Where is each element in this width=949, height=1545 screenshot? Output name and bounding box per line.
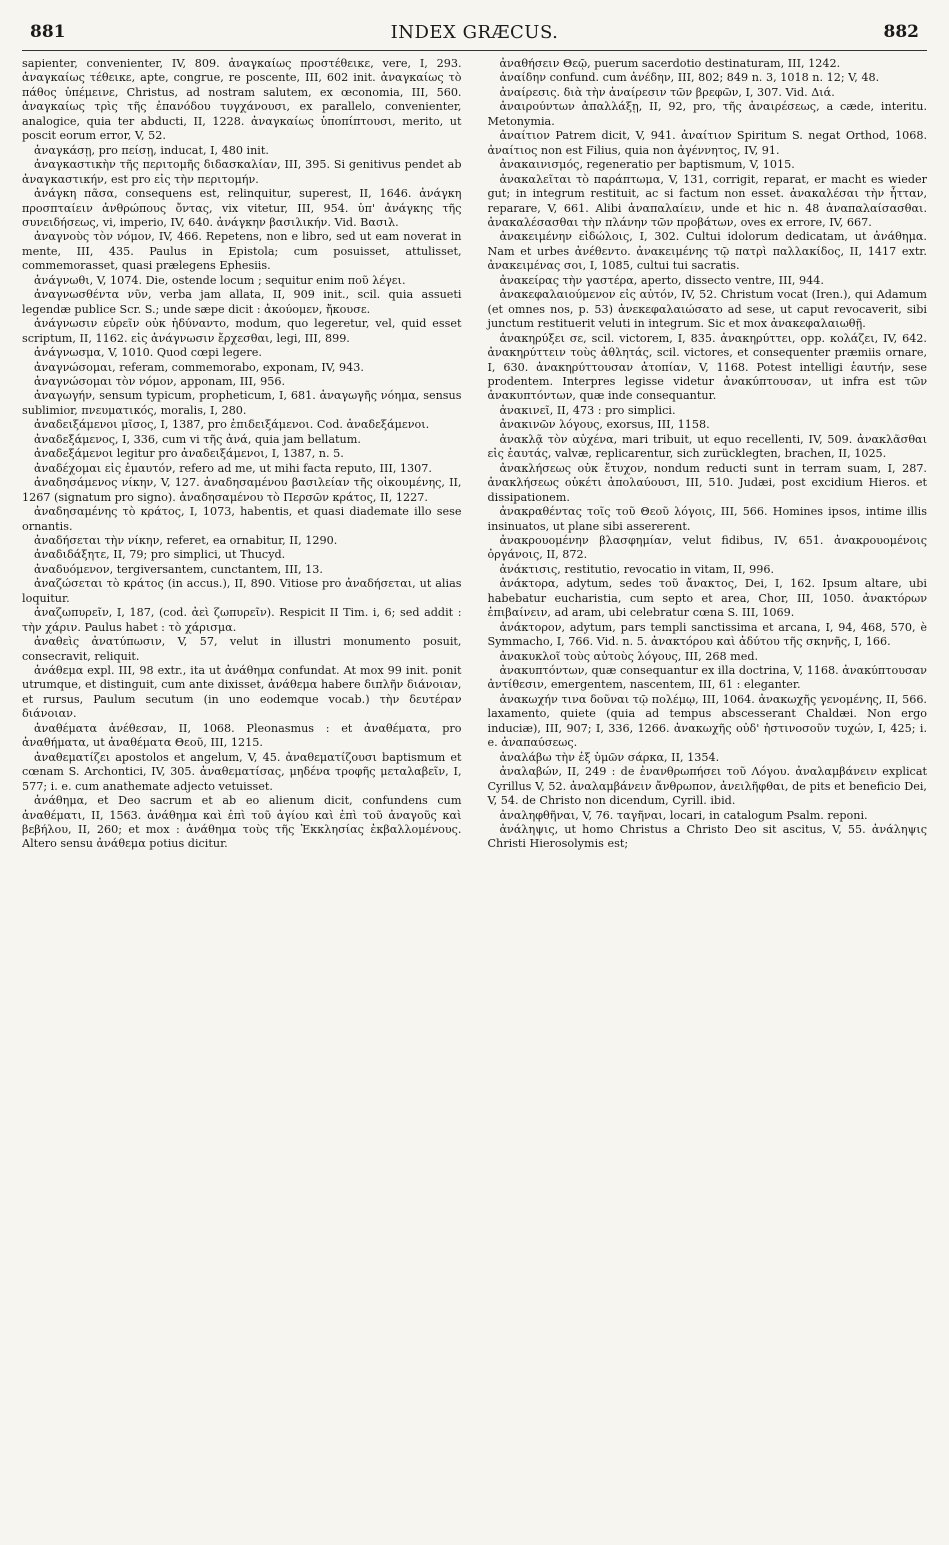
page-number-right: 882 (883, 22, 919, 42)
page-number-left: 881 (30, 22, 66, 42)
index-entry: ἀναζώσεται τὸ κράτος (in accus.), II, 890. Vitiose pro ἀναδήσεται, ut alias loquitur. (22, 577, 462, 605)
index-entry: ἀναίδην confund. cum ἀνέδην, III, 802; 849 n. 3, 1018 n. 12; V, 48. (499, 71, 880, 85)
index-entry: ἀναίρεσις. διὰ τὴν ἀναίρεσιν τῶν βρεφῶν, I, 307. Vid. Διά. (499, 85, 835, 99)
index-entry: ἀνακαινισμός, regeneratio per baptismum, V, 1015. (499, 158, 795, 172)
index-entry: ἀνακρουομένην βλασφημίαν, velut fidibus, IV, 651. ἀνακρουομένοις ὀργάνοις, II, 872. (487, 533, 927, 562)
index-entry: ἀνακειμένην εἰδώλοις, I, 302. Cultui idolorum dedicatam, ut ἀνάθημα. Nam et urbes ἀνέθεντο. ἀνακειμένης τῷ πατρὶ παλλακίδος, II, 1417 extr. ἀνακειμένας σοι, I, 1085, cultui tui sacratis. (487, 230, 927, 273)
index-entry: ἀνακραθέντας τοῖς τοῦ Θεοῦ λόγοις, III, 566. Homines ipsos, intime illis insinuatos, ut plane sibi assererent. (487, 505, 927, 533)
index-entry: ἀναγνώσομαι τὸν νόμον, apponam, III, 956. (34, 374, 286, 388)
index-entry: ἀναδυόμενον, tergiversantem, cunctantem, III, 13. (34, 562, 323, 576)
two-column-body (22, 51, 927, 852)
index-entry: ἀναθεματίζει apostolos et angelum, V, 45. ἀναθεματίζουσι baptismum et cœnam S. Archontici, IV, 305. ἀναθεματίσας, μηδένα τροφῆς μεταλαβεῖν, I, 577; i. e. cum anathemate adjecto vetuisset. (22, 750, 462, 793)
index-entry: ἀναδησαμένης τὸ κράτος, I, 1073, habentis, et quasi diademate illo sese ornantis. (22, 505, 462, 533)
index-entry: ἀνάγνωσιν εὑρεῖν οὐκ ἠδύναντο, modum, quo legeretur, vel, quid esset scriptum, II, 1162. εἰς ἀνάγνωσιν ἔρχεσθαι, legi, III, 899. (22, 317, 462, 345)
running-head (22, 14, 927, 44)
index-entry: ἀναδιδάξητε, II, 79; pro simplici, ut Thucyd. (34, 548, 286, 562)
index-entry: sapienter, convenienter, IV, 809. ἀναγκαίως προστέθεικε, vere, I, 293. ἀναγκαίως τέθεικε, apte, congrue, re poscente, III, 602 init. ἀναγκαίως τὸ πάθος ὑπέμεινε, Christus, ad nostram salutem, ex œconomia, III, 560. ἀναγκαίως τρὶς τῆς ἐπανόδου τυγχάνουσι, ex parallelo, convenienter, analogice, quia ter abducti, II, 1228. ἀναγκαίως ὑποπίπτουσι, merito, ut poscit eorum error, V, 52. (22, 57, 462, 143)
index-entry: ἀναθεὶς ἀνατύπωσιν, V, 57, velut in illustri monumento posuit, consecravit, reliquit. (22, 635, 462, 663)
index-entry: ἀνάκτορον, adytum, pars templi sanctissima et arcana, I, 94, 468, 570, è Symmacho, I, 766. Vid. n. 5. ἀνακτόρου καὶ ἀδύτου τῆς σκηνῆς, I, 166. (487, 620, 927, 649)
index-entry: ἀναδεξάμενος, I, 336, cum vi τῆς ἀνά, quia jam bellatum. (34, 432, 361, 446)
index-entry: ἀναθέματα ἀνέθεσαν, II, 1068. Pleonasmus : et ἀναθέματα, pro ἀναθήματα, ut ἀναθέματα Θεοῦ, III, 1215. (22, 721, 462, 750)
index-entry: ἀνακυκλοῖ τοὺς αὐτοὺς λόγους, III, 268 med. (499, 649, 759, 663)
index-entry: ἀνακλήσεως οὐκ ἔτυχον, nondum reducti sunt in terram suam, I, 287. ἀνακλήσεως οὐκέτι ἀπολαύουσι, III, 510. Judæi, post excidium Hieros. et dissipationem. (487, 461, 927, 504)
index-entry: ἀνακεφαλαιούμενον εἰς αὐτόν, IV, 52. Christum vocat (Iren.), qui Adamum (et omnes nos, p. 53) ἀνεκεφαλαιώσατο ad sese, ut caput revocaverit, sibi junctum restituerit veluti in integrum. Sic et mox ἀνακεφαλαιωθῇ. (487, 288, 927, 331)
index-entry: ἀνάγκη πᾶσα, consequens est, relinquitur, superest, II, 1646. ἀνάγκη προσπταίειν ἀνθρώπους ὄντας, vix vitetur, III, 954. ὑπ' ἀνάγκης τῆς συνειδήσεως, vi, imperio, IV, 640. ἀνάγκην βασιλικήν. Vid. Βασιλ. (22, 187, 462, 229)
index-entry: ἀναλάβω τὴν ἐξ ὑμῶν σάρκα, II, 1354. (499, 750, 720, 764)
index-entry: ἀναθήσειν Θεῷ, puerum sacerdotio destinaturam, III, 1242. (499, 57, 841, 70)
index-entry: ἀναδήσεται τὴν νίκην, referet, ea ornabitur, II, 1290. (34, 533, 338, 547)
index-entry: ἀναλαβών, II, 249 : de ἐνανθρωπήσει τοῦ Λόγου. ἀναλαμβάνειν explicat Cyrillus V, 52. ἀναλαμβάνειν ἄνθρωπον, ἀνειλῆφθαι, de pits et beneficio Dei, V, 54. de Christo non dicendum, Cyrill. ibid. (487, 765, 927, 808)
index-entry: ἀνακυπτόντων, quæ consequantur ex illa doctrina, V, 1168. ἀνακύπτουσαν ἀντίθεσιν, emergentem, nascentem, III, 61 : eleganter. (487, 664, 927, 692)
index-entry: ἀναδέχομαι εἰς ἐμαυτόν, refero ad me, ut mihi facta reputo, III, 1307. (34, 461, 432, 475)
index-entry: ἀνάγνωθι, V, 1074. Die, ostende locum ; sequitur enim ποῦ λέγει. (34, 273, 406, 287)
index-entry: ἀναληφθῆναι, V, 76. ταγῆναι, locari, in catalogum Psalm. reponi. (499, 808, 868, 822)
index-entry: ἀνάκτορα, adytum, sedes τοῦ ἄνακτος, Dei, I, 162. Ipsum altare, ubi habebatur eucharistia, cum septo et area, Chor, III, 1050. ἀνακτόρων ἐπιβαίνειν, ad aram, ubi celebratur cœna S. III, 1069. (487, 577, 927, 620)
index-entry: ἀνακείρας τὴν γαστέρα, aperto, dissecto ventre, III, 944. (499, 273, 824, 287)
running-title: INDEX GRÆCUS. (390, 22, 559, 43)
index-entry: ἀνάθημα, et Deo sacrum et ab eo alienum dicit, confundens cum ἀναθέματι, II, 1563. ἀνάθημα καὶ ἐπὶ τοῦ ἁγίου καὶ ἐπὶ τοῦ ἀναγοῦς καὶ βεβήλου, II, 260; et mox : ἀνάθημα τοὺς τῆς Ἐκκλησίας ἐκβαλλομένους. Altero sensu ἀνάθεμα potius dicitur. (22, 794, 462, 851)
index-entry: ἀναγνώσομαι, referam, commemorabo, exponam, IV, 943. (34, 360, 364, 374)
index-entry: ἀνακηρύξει σε, scil. victorem, I, 835. ἀνακηρύττει, opp. κολάζει, IV, 642. ἀνακηρύττειν τοὺς ἀθλητάς, scil. victores, et consequenter præmiis ornare, I, 630. ἀνακηρύττουσαν ἀτοπίαν, V, 1168. Potest intelligi ἑαυτήν, sese prodentem. Interpres legisse videtur ἀνακύπτουσαν, ut infra est τῶν ἀνακυπτόντων, quæ inde consequantur. (487, 331, 927, 403)
index-entry: ἀναιρούντων ἀπαλλάξῃ, II, 92, pro, τῆς ἀναιρέσεως, a cæde, interitu. Metonymia. (487, 100, 927, 128)
index-entry: ἀνακλᾷ τὸν αὐχένα, mari tribuit, ut equo recellenti, IV, 509. ἀνακλᾶσθαι εἰς ἑαυτάς, valvæ, replicarentur, sich zurücklegten, brachen, II, 1025. (487, 432, 927, 461)
index-entry: ἀναγωγήν, sensum typicum, propheticum, I, 681. ἀναγωγῆς νόημα, sensus sublimior, πνευματικός, moralis, I, 280. (22, 389, 462, 417)
index-entry: ἀναγνωσθέντα νῦν, verba jam allata, II, 909 init., scil. quia assueti legendæ publice Scr. S.; unde sæpe dicit : ἀκούομεν, ἤκουσε. (22, 288, 462, 316)
index-entry: ἀνακαλεῖται τὸ παράπτωμα, V, 131, corrigit, reparat, er macht es wieder gut; in integrum restituit, ac si factum non esset. ἀνακαλέσαι τὴν ἧτταν, reparare, V, 661. Alibi ἀναπαλαίειν, unde et hic n. 48 ἀναπαλαίσασθαι. ἀνακαλέσασθαι τὴν πλάνην τῶν προβάτων, oves ex errore, IV, 667. (487, 172, 927, 229)
index-entry: ἀνακινεῖ, II, 473 : pro simplici. (499, 403, 676, 417)
index-entry: ἀναγκαστικὴν τῆς περιτομῆς διδασκαλίαν, III, 395. Si genitivus pendet ab ἀναγκαστικήν, est pro εἰς τὴν περιτομήν. (22, 158, 462, 186)
index-entry: ἀναγνοὺς τὸν νόμον, IV, 466. Repetens, non e libro, sed ut eam noverat in mente, III, 435. Paulus in Epistola; cum posuisset, attulisset, commemorasset, quasi prælegens Ephesiis. (22, 230, 462, 273)
index-entry: ἀναγκάσῃ, pro πείσῃ, inducat, I, 480 init. (34, 143, 269, 157)
index-entry: ἀνακωχήν τινα δοῦναι τῷ πολέμῳ, III, 1064. ἀνακωχῆς γενομένης, II, 566. laxamento, quiete (quia ad tempus abscesserant Chaldæi. Non ergo induciæ), III, 907; I, 336, 1266. ἀνακωχῆς οὐδ' ἡστινοσοῦν τυχών, I, 425; i. e. ἀναπαύσεως. (487, 692, 927, 750)
index-entry: ἀνάληψις, ut homo Christus a Christo Deo sit ascitus, V, 55. ἀνάληψις Christi Hierosolymis est; (487, 823, 927, 851)
index-entry: ἀνάθεμα expl. III, 98 extr., ita ut ἀνάθημα confundat. At mox 99 init. ponit utrumque, et distinguit, cum ante dixisset, ἀνάθεμα habere διπλῆν διάνοιαν, et rursus, Paulum secutum (in uno eodemque vocab.) τὴν δευτέραν διάνοιαν. (22, 664, 462, 721)
index-entry: ἀναίτιον Patrem dicit, V, 941. ἀναίτιον Spiritum S. negat Orthod, 1068. ἀναίτιος non est Filius, quia non ἀγέννητος, IV, 91. (487, 129, 927, 157)
left-column (22, 57, 462, 852)
index-entry: ἀναδησάμενος νίκην, V, 127. ἀναδησαμένου βασιλείαν τῆς οἰκουμένης, II, 1267 (signatum pro signo). ἀναδησαμένου τὸ Περσῶν κράτος, II, 1227. (22, 476, 462, 504)
index-entry: ἀναδειξάμενοι μῖσος, I, 1387, pro ἐπιδειξάμενοι. Cod. ἀναδεξάμενοι. (34, 418, 430, 432)
index-entry: ἀνάκτισις, restitutio, revocatio in vitam, II, 996. (499, 562, 775, 576)
right-column (488, 57, 928, 852)
index-entry: ἀναζωπυρεῖν, I, 187, (cod. ἀεὶ ζωπυρεῖν). Respicit II Tim. i, 6; sed addit : τὴν χάριν. Paulus habet : τὸ χάρισμα. (22, 606, 462, 634)
index-entry: ἀνάγνωσμα, V, 1010. Quod cœpi legere. (34, 346, 262, 360)
index-entry: ἀναδεξάμενοι legitur pro ἀναδειξάμενοι, I, 1387, n. 5. (34, 447, 344, 461)
index-entry: ἀνακινῶν λόγους, exorsus, III, 1158. (499, 418, 710, 432)
